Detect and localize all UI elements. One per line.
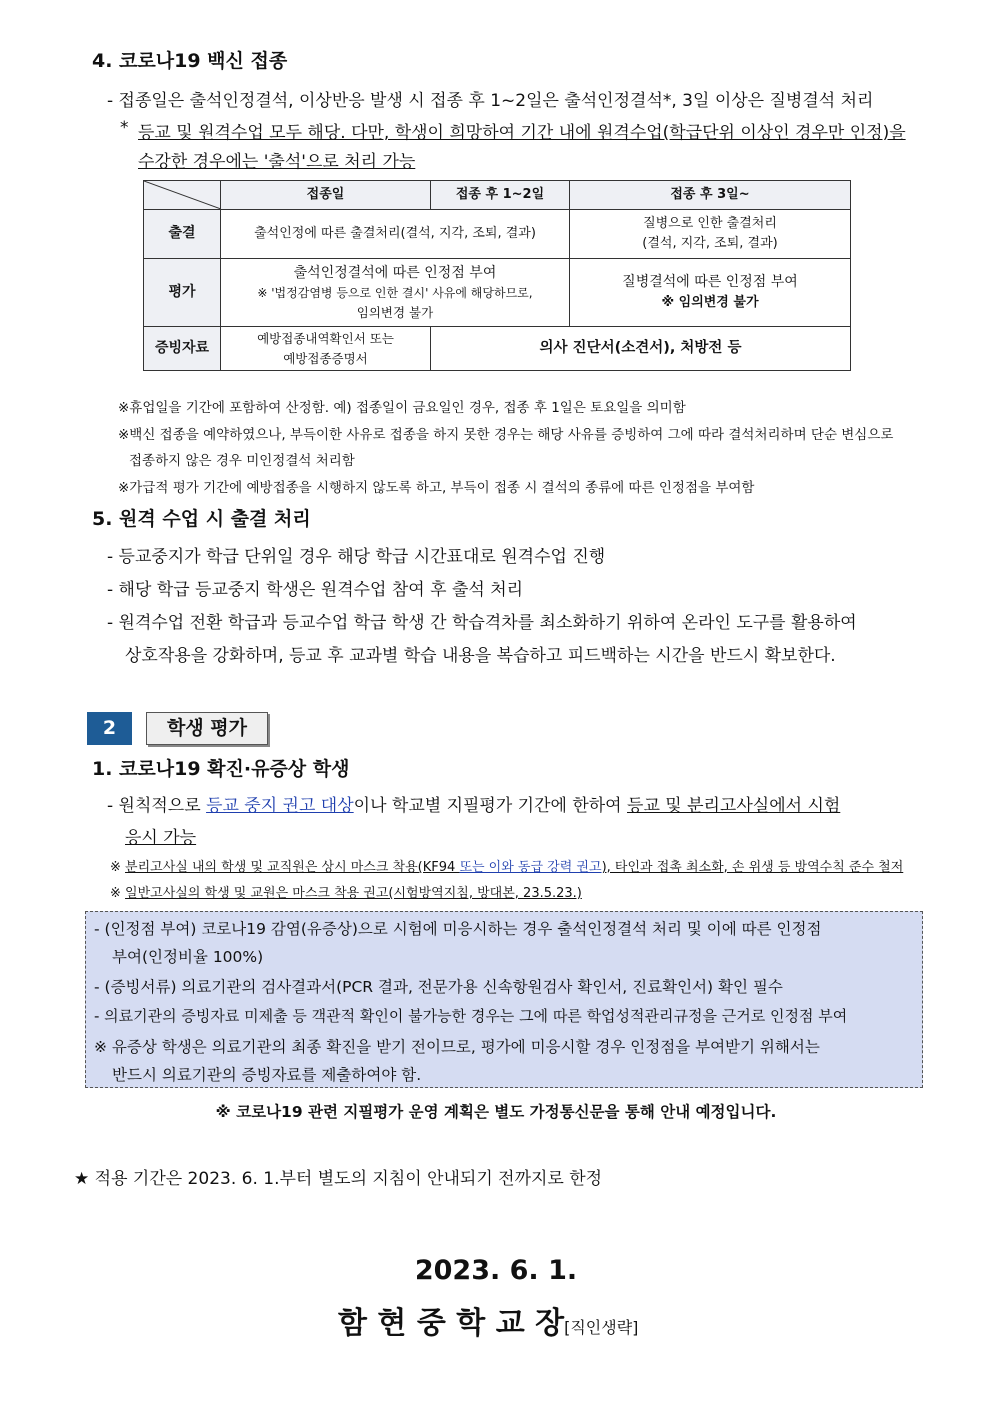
table-row — [144, 259, 851, 327]
table-cell — [570, 259, 851, 327]
section-number-badge: 2 — [87, 712, 132, 745]
policy-text: 이나 학교별 지필평가 기간에 한하여 — [353, 796, 628, 816]
table-cell — [221, 259, 570, 327]
note-text: ), 타인과 접촉 최소화, 손 위생 등 방역수칙 준수 철저 — [601, 860, 904, 875]
section-title-box: 학생 평가 — [146, 712, 268, 745]
row-label: 출결 — [144, 210, 221, 259]
policy-line — [107, 791, 840, 816]
cell-line: 예방접종내역확인서 또는 — [257, 331, 394, 347]
policy-highlight: 등교 중지 권고 대상 — [206, 796, 354, 816]
policy-underline: 등교 및 분리고사실에서 시험 — [627, 796, 841, 816]
cell-line: ※ 임의변경 불가 — [661, 295, 759, 311]
star-note-line2: 수강한 경우에는 '출석'으로 처리 가능 — [138, 152, 416, 172]
table-row — [144, 210, 851, 259]
seal-note: [직인생략] — [564, 1318, 639, 1337]
list-item: - 원격수업 전환 학급과 등교수업 학급 학생 간 학습격차를 최소화하기 위하여 온라인 도구를 활용하여 — [107, 613, 857, 633]
note-mark: ※ — [110, 886, 126, 901]
cell-line: ※ '법정감염병 등으로 인한 결시' 사유에 해당하므로, — [257, 286, 533, 301]
section5-heading: 5. 원격 수업 시 출결 처리 — [92, 508, 311, 530]
section4-line1: - 접종일은 출석인정결석, 이상반응 발생 시 접종 후 1~2일은 출석인정결석*, 3일 이상은 질병결석 처리 — [107, 91, 874, 111]
notice-line: ※ 유증상 학생은 의료기관의 최종 확진을 받기 전이므로, 평가에 미응시할 경우 인정점을 부여받기 위해서는 — [94, 1038, 820, 1056]
notice-box — [85, 911, 923, 1088]
note-highlight: 또는 이와 동급 강력 권고 — [459, 860, 602, 875]
notice-line: - 의료기관의 증빙자료 미제출 등 객관적 확인이 불가능한 경우는 그에 따른 학업성적관리규정을 근거로 인정점 부여 — [94, 1007, 848, 1025]
table-cell: 의사 진단서(소견서), 처방전 등 — [431, 327, 851, 371]
header-cell: 접종일 — [221, 181, 431, 210]
note-text: 일반고사실의 학생 및 교원은 마스크 착용 권고(시험방역지침, 방대본, 23.5.23.) — [125, 886, 582, 901]
table-cell — [570, 210, 851, 259]
notice-line: - (인정점 부여) 코로나19 감염(유증상)으로 시험에 미응시하는 경우 출석인정결석 처리 및 이에 따른 인정점 — [94, 920, 822, 938]
cell-line: 출석인정결석에 따른 인정점 부여 — [293, 264, 497, 281]
cell-line: (결석, 지각, 조퇴, 결과) — [642, 236, 778, 251]
cell-line: 질병결석에 따른 인정점 부여 — [622, 273, 798, 290]
table-row — [144, 327, 851, 371]
star-mark: * — [120, 118, 129, 138]
footnote: 접종하지 않은 경우 미인정결석 처리함 — [129, 453, 355, 469]
note-text: 분리고사실 내의 학생 및 교직원은 상시 마스크 착용(KF94 — [125, 860, 460, 875]
table-cell — [221, 327, 431, 371]
footnote: ※가급적 평가 기간에 예방접종을 시행하지 않도록 하고, 부득이 접종 시 결석의 종류에 따른 인정점을 부여함 — [118, 480, 755, 496]
star-note-line1: 등교 및 원격수업 모두 해당. 다만, 학생이 희망하여 기간 내에 원격수업(학급단위 이상인 경우만 인정)을 — [138, 123, 906, 143]
cell-line: 임의변경 불가 — [356, 304, 434, 320]
footnote: ※휴업일을 기간에 포함하여 산정함. 예) 접종일이 금요일인 경우, 접종 후 1일은 토요일을 의미함 — [118, 400, 686, 416]
list-item: 상호작용을 강화하며, 등교 후 교과별 학습 내용을 복습하고 피드백하는 시간을 반드시 확보한다. — [125, 646, 836, 666]
row-label: 증빙자료 — [144, 327, 221, 371]
period-note: ★ 적용 기간은 2023. 6. 1.부터 별도의 지침이 안내되기 전까지로 한정 — [74, 1169, 603, 1189]
list-item: - 해당 학급 등교중지 학생은 원격수업 참여 후 출석 처리 — [107, 580, 524, 600]
header-cell: 접종 후 1~2일 — [431, 181, 570, 210]
cell-line: 예방접종증명서 — [283, 350, 368, 366]
note-mark: ※ — [110, 860, 126, 875]
vaccine-table — [143, 180, 851, 371]
row-label: 평가 — [144, 259, 221, 327]
list-item: - 등교중지가 학급 단위일 경우 해당 학급 시간표대로 원격수업 진행 — [107, 547, 606, 567]
signer-name: 함 현 중 학 교 장 — [338, 1306, 565, 1341]
notice-line: - (증빙서류) 의료기관의 검사결과서(PCR 결과, 전문가용 신속항원검사 확인서, 진료확인서) 확인 필수 — [94, 978, 783, 996]
table-cell: 출석인정에 따른 출결처리(결석, 지각, 조퇴, 결과) — [221, 210, 570, 259]
policy-line-cont: 응시 가능 — [125, 828, 197, 848]
policy-text: - 원칙적으로 — [107, 796, 207, 816]
notice-line: 반드시 의료기관의 증빙자료를 제출하여야 함. — [112, 1066, 422, 1084]
header-cell: 접종 후 3일~ — [570, 181, 851, 210]
diagonal-line-icon — [144, 181, 221, 209]
center-notice: ※ 코로나19 관련 지필평가 운영 계획은 별도 가정통신문을 통해 안내 예정입니다. — [215, 1103, 777, 1121]
cell-line: 질병으로 인한 출결처리 — [643, 215, 777, 231]
signature-line — [338, 1298, 638, 1342]
diagonal-cell — [144, 181, 221, 210]
note-line — [110, 882, 582, 901]
table-header-row — [144, 181, 851, 210]
notice-line: 부여(인정비율 100%) — [112, 948, 264, 966]
note-line — [110, 856, 903, 875]
footnote: ※백신 접종을 예약하였으나, 부득이한 사유로 접종을 하지 못한 경우는 해당 사유를 증빙하여 그에 따라 결석처리하며 단순 변심으로 — [118, 427, 894, 443]
document-date: 2023. 6. 1. — [414, 1255, 578, 1286]
subsection-heading: 1. 코로나19 확진·유증상 학생 — [92, 758, 350, 780]
section4-heading: 4. 코로나19 백신 접종 — [92, 50, 288, 72]
